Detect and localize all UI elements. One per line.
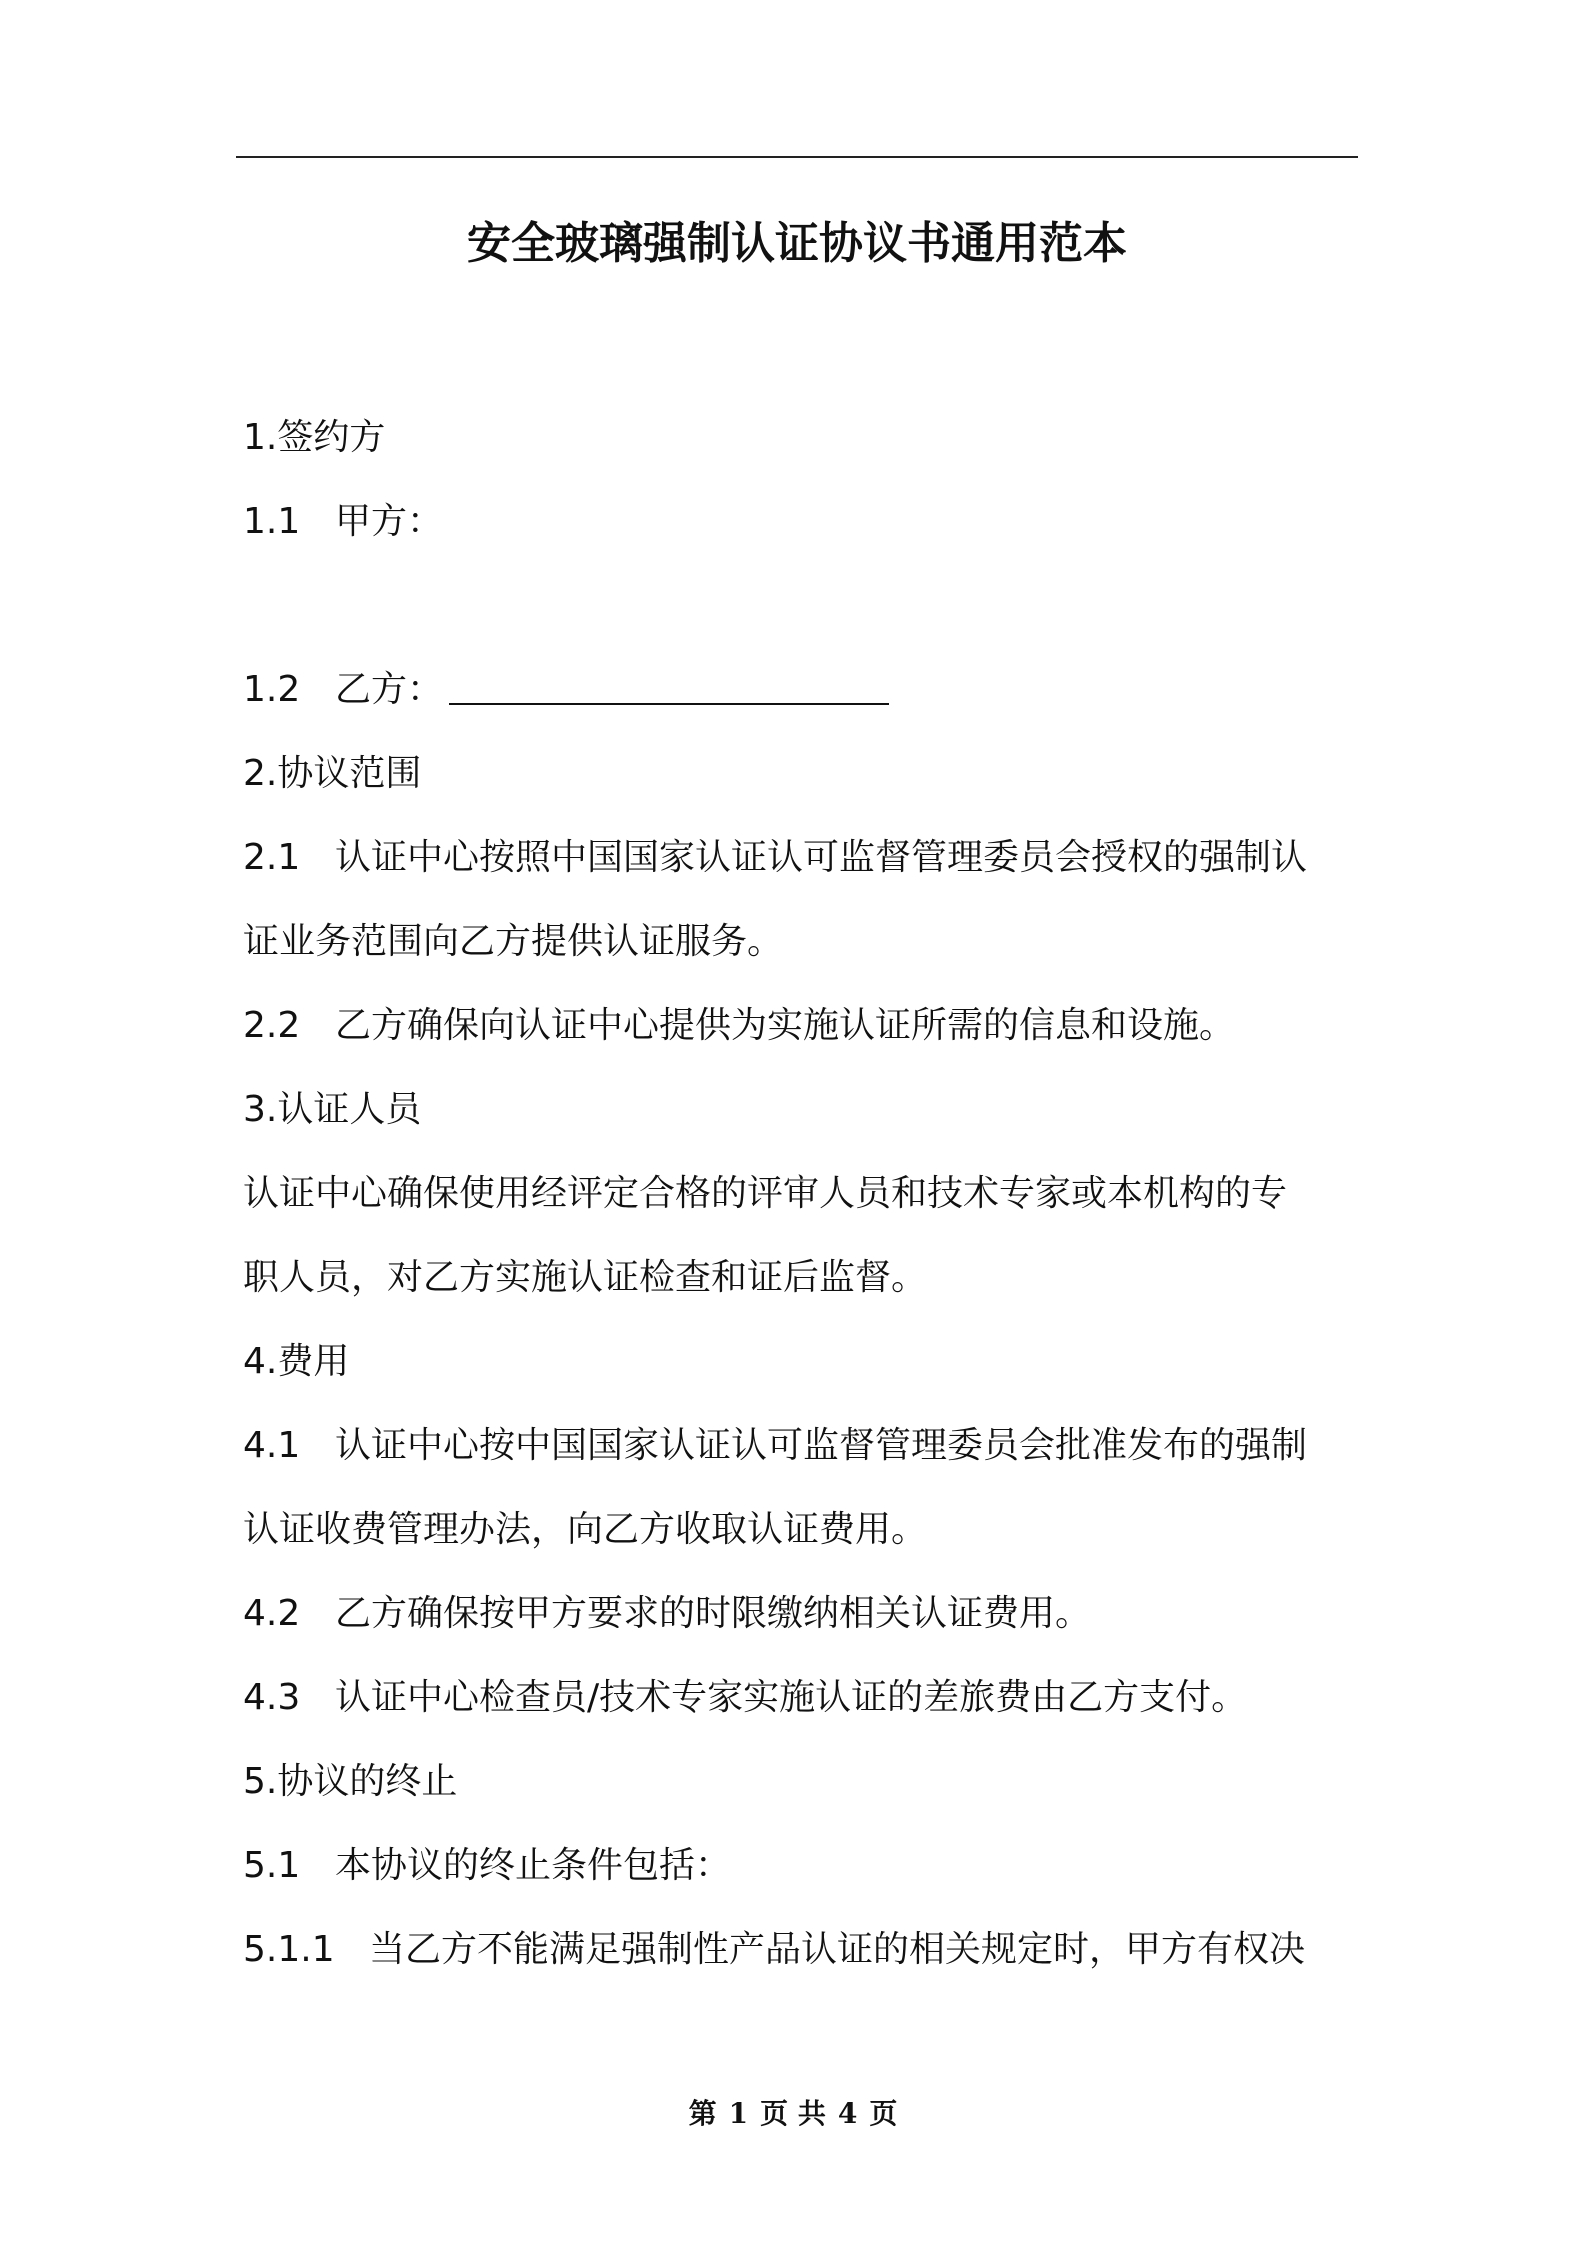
clause-4-3 (243, 1656, 1363, 1740)
party-b-label: 乙方： (335, 669, 444, 710)
clause-number: 4.2 (243, 1593, 301, 1634)
clause-1-1 (243, 480, 1363, 564)
section-3-body-line-1: 认证中心确保使用经评定合格的评审人员和技术专家或本机构的专 (243, 1173, 1288, 1214)
footer-middle: 页 共 (760, 2097, 826, 2130)
party-b-blank-field[interactable] (449, 669, 889, 705)
clause-text: 认证中心检查员/技术专家实施认证的差旅费由乙方支付。 (335, 1677, 1248, 1718)
clause-5-1 (243, 1824, 1363, 1908)
header-rule (236, 156, 1358, 158)
section-2-heading: 2.协议范围 (243, 753, 422, 794)
clause-text: 乙方确保向认证中心提供为实施认证所需的信息和设施。 (335, 1005, 1236, 1046)
section-3-body-line-2: 职人员，对乙方实施认证检查和证后监督。 (243, 1257, 928, 1298)
clause-2-2 (243, 984, 1363, 1068)
clause-number: 2.1 (243, 837, 301, 878)
clause-4-1-line-1 (243, 1404, 1363, 1488)
party-a-label: 甲方： (335, 501, 444, 542)
current-page-number: 1 (728, 2097, 749, 2130)
clause-text: 认证中心按照中国国家认证认可监督管理委员会授权的强制认 (335, 837, 1308, 878)
clause-number: 1.1 (243, 501, 301, 542)
document-title: 安全玻璃强制认证协议书通用范本 (467, 218, 1127, 269)
page-footer (0, 2094, 1586, 2134)
clause-number: 4.1 (243, 1425, 301, 1466)
clause-1-2 (243, 648, 1363, 732)
clause-2-1-line-1 (243, 816, 1363, 900)
clause-2-1-line-2: 证业务范围向乙方提供认证服务。 (243, 921, 784, 962)
clause-text: 认证中心按中国国家认证认可监督管理委员会批准发布的强制 (335, 1425, 1308, 1466)
section-5-heading: 5.协议的终止 (243, 1761, 458, 1802)
total-page-count: 4 (837, 2097, 858, 2130)
section-3-heading: 3.认证人员 (243, 1089, 422, 1130)
section-4-heading: 4.费用 (243, 1341, 350, 1382)
clause-5-1-1 (243, 1908, 1363, 1992)
footer-suffix: 页 (869, 2097, 898, 2130)
clause-4-2 (243, 1572, 1363, 1656)
clause-text: 乙方确保按甲方要求的时限缴纳相关认证费用。 (335, 1593, 1092, 1634)
blank-line (243, 564, 1363, 648)
clause-text: 本协议的终止条件包括： (335, 1845, 732, 1886)
footer-prefix: 第 (688, 2097, 717, 2130)
clause-number: 2.2 (243, 1005, 301, 1046)
clause-number: 4.3 (243, 1677, 301, 1718)
clause-number: 5.1.1 (243, 1929, 335, 1970)
clause-number: 1.2 (243, 669, 301, 710)
document-body (243, 396, 1363, 1992)
clause-text: 当乙方不能满足强制性产品认证的相关规定时，甲方有权决 (369, 1929, 1306, 1970)
clause-number: 5.1 (243, 1845, 301, 1886)
section-1-heading: 1.签约方 (243, 417, 386, 458)
clause-4-1-line-2: 认证收费管理办法，向乙方收取认证费用。 (243, 1509, 928, 1550)
